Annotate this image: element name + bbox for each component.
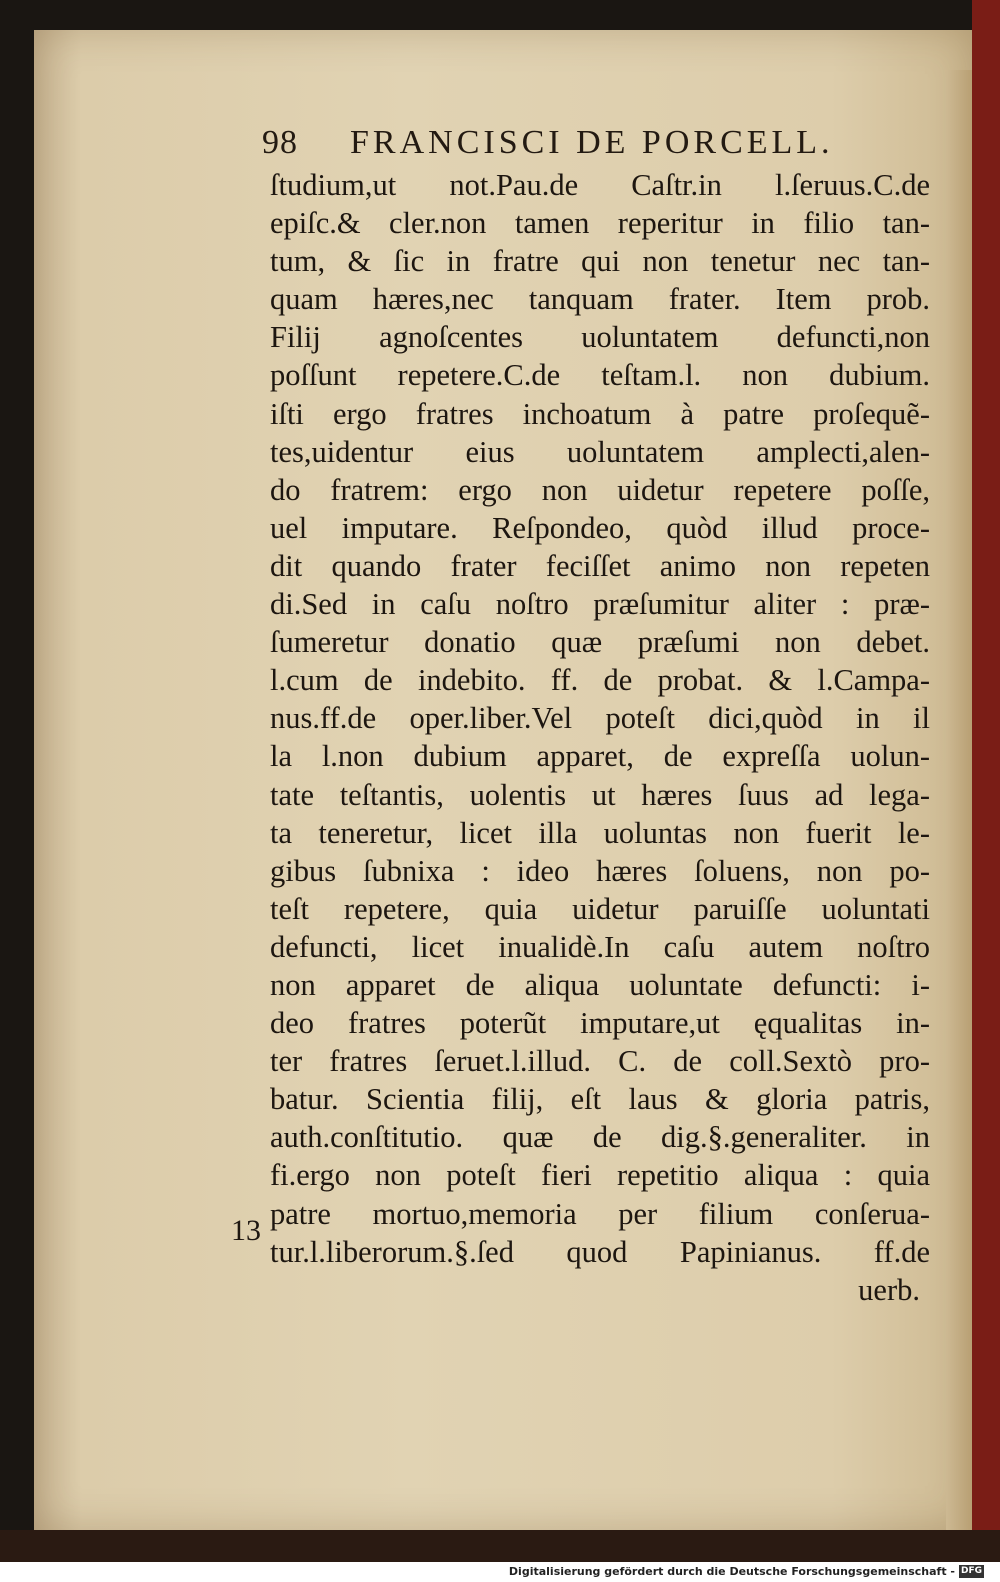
- body-text: [270, 166, 930, 1309]
- text-line: do fratrem: ergo non uidetur repetere poſſe,: [270, 472, 930, 507]
- text-line: non apparet de aliqua uoluntate defuncti: i-: [270, 967, 930, 1002]
- text-line: batur. Scientia filij, eſt laus & gloria patris,: [270, 1082, 930, 1117]
- text-line: di.Sed in caſu noſtro præſumitur aliter : præ-: [270, 587, 930, 622]
- footer-credit: Digitalisierung gefördert durch die Deutsche Forschungsgemeinschaft -: [508, 1565, 955, 1578]
- text-line: quam hæres,nec tanquam frater. Item prob.: [270, 282, 930, 317]
- running-head: FRANCISCI DE PORCELL.: [350, 124, 834, 161]
- page-header: [262, 124, 902, 162]
- text-line: gibus ſubnixa : ideo hæres ſoluens, non po-: [270, 853, 930, 888]
- text-line: ſumeretur donatio quæ præſumi non debet.: [270, 625, 930, 660]
- text-line: epiſc.& cler.non tamen reperitur in filio tan-: [270, 206, 930, 241]
- text-line: tes,uidentur eius uoluntatem amplecti,alen-: [270, 434, 930, 469]
- text-line: la l.non dubium apparet, de expreſſa uolun-: [270, 739, 930, 774]
- text-line: tate teſtantis, uolentis ut hæres ſuus ad lega-: [270, 777, 930, 812]
- text-line: Filij agnoſcentes uoluntatem defuncti,non: [270, 320, 930, 355]
- text-line: deo fratres poterũt imputare,ut ęqualitas in-: [270, 1006, 930, 1041]
- book-cover-edge: [972, 0, 1000, 1562]
- dfg-logo: DFG: [960, 1566, 982, 1576]
- text-line: tum, & ſic in fratre qui non tenetur nec tan-: [270, 244, 930, 279]
- text-line: uel imputare. Reſpondeo, quòd illud proce-: [270, 510, 930, 545]
- text-line: ta teneretur, licet illa uoluntas non fuerit le-: [270, 815, 930, 850]
- page-edge-shadow: [946, 70, 972, 1530]
- text-line: dit quando frater feciſſet animo non repeten: [270, 548, 930, 583]
- catchword: uerb.: [858, 1272, 920, 1307]
- text-line: nus.ff.de oper.liber.Vel poteſt dici,quòd in il: [270, 701, 930, 736]
- text-line: teſt repetere, quia uidetur paruiſſe uoluntati: [270, 891, 930, 926]
- text-line: fi.ergo non poteſt fieri repetitio aliqua : quia: [270, 1158, 930, 1193]
- folio-number: 98: [262, 124, 298, 161]
- text-line: l.cum de indebito. ff. de probat. & l.Campa-: [270, 663, 930, 698]
- text-line: patre mortuo,memoria per filium conſerua-: [270, 1196, 930, 1231]
- scan-bottom-band: [0, 1530, 1000, 1562]
- text-line: auth.conſtitutio. quæ de dig.§.generaliter. in: [270, 1120, 930, 1155]
- text-line: poſſunt repetere.C.de teſtam.l. non dubium.: [270, 358, 930, 393]
- text-line: defuncti, licet inualidè.In caſu autem noſtro: [270, 929, 930, 964]
- text-line: ſtudium,ut not.Pau.de Caſtr.in l.ſeruus.C.de: [270, 168, 930, 202]
- marginal-number: 13: [231, 1214, 261, 1247]
- text-line: iſti ergo fratres inchoatum à patre proſequẽ-: [270, 396, 930, 431]
- text-line: tur.l.liberorum.§.ſed quod Papinianus. ff.de: [270, 1234, 930, 1269]
- text-line: ter fratres ſeruet.l.illud. C. de coll.Sextò pro-: [270, 1044, 930, 1079]
- digitization-footer: [0, 1562, 1000, 1582]
